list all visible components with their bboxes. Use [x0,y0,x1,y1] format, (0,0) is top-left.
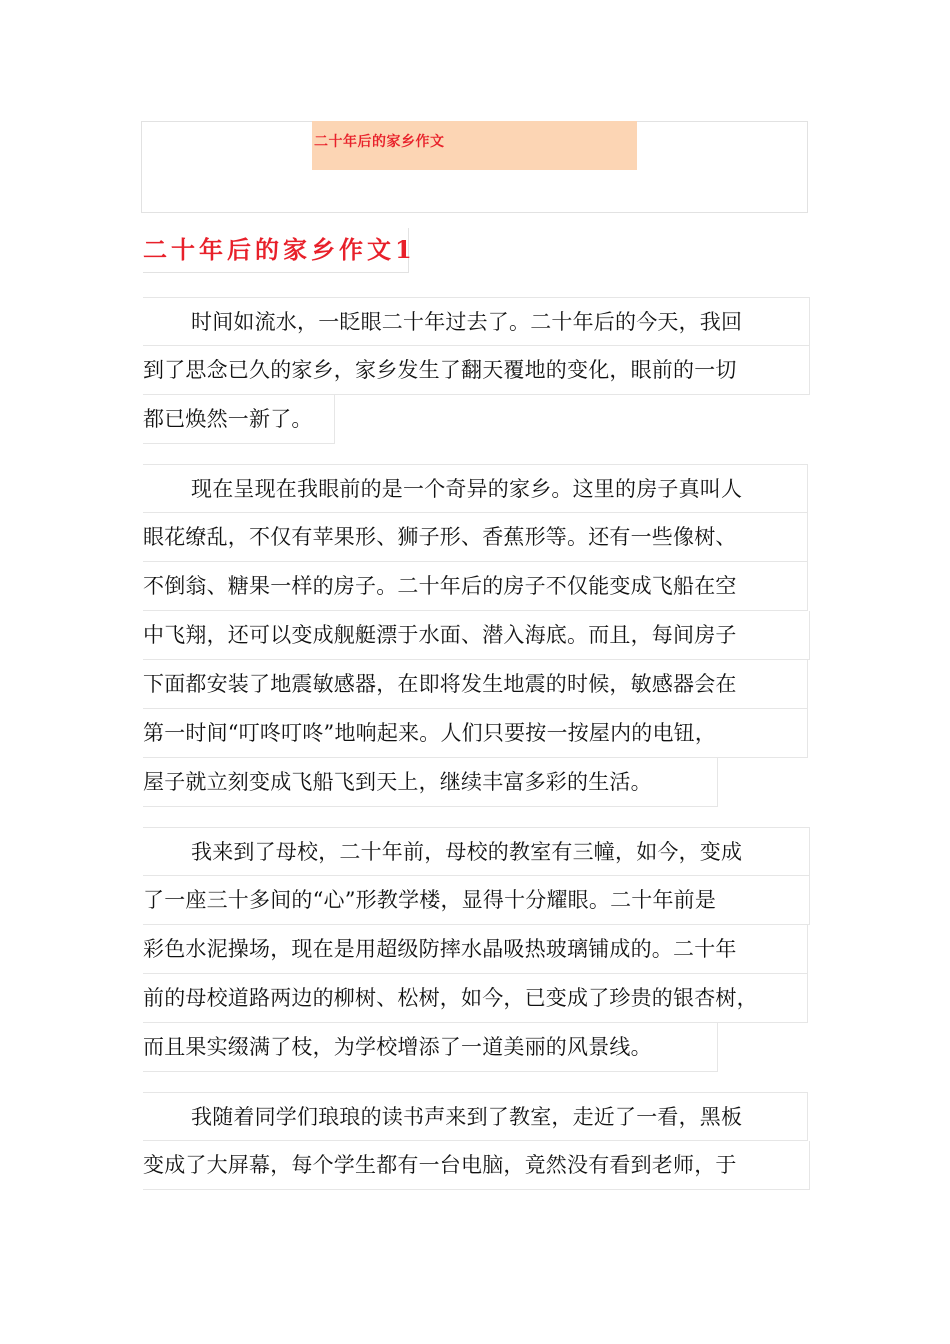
paragraph-2-line-7: 屋子就立刻变成飞船飞到天上，继续丰富多彩的生活。 [143,758,718,807]
paragraph-4-line-1: 我随着同学们琅琅的读书声来到了教室，走近了一看，黑板 [143,1092,808,1141]
paragraph-2-line-2: 眼花缭乱，不仅有苹果形、狮子形、香蕉形等。还有一些像树、 [143,513,808,562]
paragraph-3-line-3: 彩色水泥操场，现在是用超级防摔水晶吸热玻璃铺成的。二十年 [143,925,808,974]
paragraph-3-line-2: 了一座三十多间的“心”形教学楼，显得十分耀眼。二十年前是 [143,876,810,925]
paragraph-1-line-2: 到了思念已久的家乡，家乡发生了翻天覆地的变化，眼前的一切 [143,346,810,395]
paragraph-3-line-5: 而且果实缀满了枝，为学校增添了一道美丽的风景线。 [143,1023,718,1072]
paragraph-2-line-5: 下面都安装了地震敏感器，在即将发生地震的时候，敏感器会在 [143,660,808,709]
header-tab-title: 二十年后的家乡作文 [314,134,445,150]
paragraph-3-line-1: 我来到了母校，二十年前，母校的教室有三幢，如今，变成 [143,827,810,876]
paragraph-1-line-1: 时间如流水，一眨眼二十年过去了。二十年后的今天，我回 [143,297,810,346]
header-tab [312,121,637,170]
paragraph-2-line-1: 现在呈现在我眼前的是一个奇异的家乡。这里的房子真叫人 [143,464,808,513]
paragraph-2-line-4: 中飞翔，还可以变成舰艇漂于水面、潜入海底。而且，每间房子 [143,611,810,660]
paragraph-2-line-6: 第一时间“叮咚叮咚”地响起来。人们只要按一按屋内的电钮， [143,709,808,758]
paragraph-3-line-4: 前的母校道路两边的柳树、松树，如今，已变成了珍贵的银杏树， [143,974,808,1023]
article-title: 二十年后的家乡作文1 [143,228,409,273]
paragraph-4-line-2: 变成了大屏幕，每个学生都有一台电脑，竟然没有看到老师，于 [143,1141,810,1190]
paragraph-2-line-3: 不倒翁、糖果一样的房子。二十年后的房子不仅能变成飞船在空 [143,562,808,611]
paragraph-1-line-3: 都已焕然一新了。 [143,395,335,444]
